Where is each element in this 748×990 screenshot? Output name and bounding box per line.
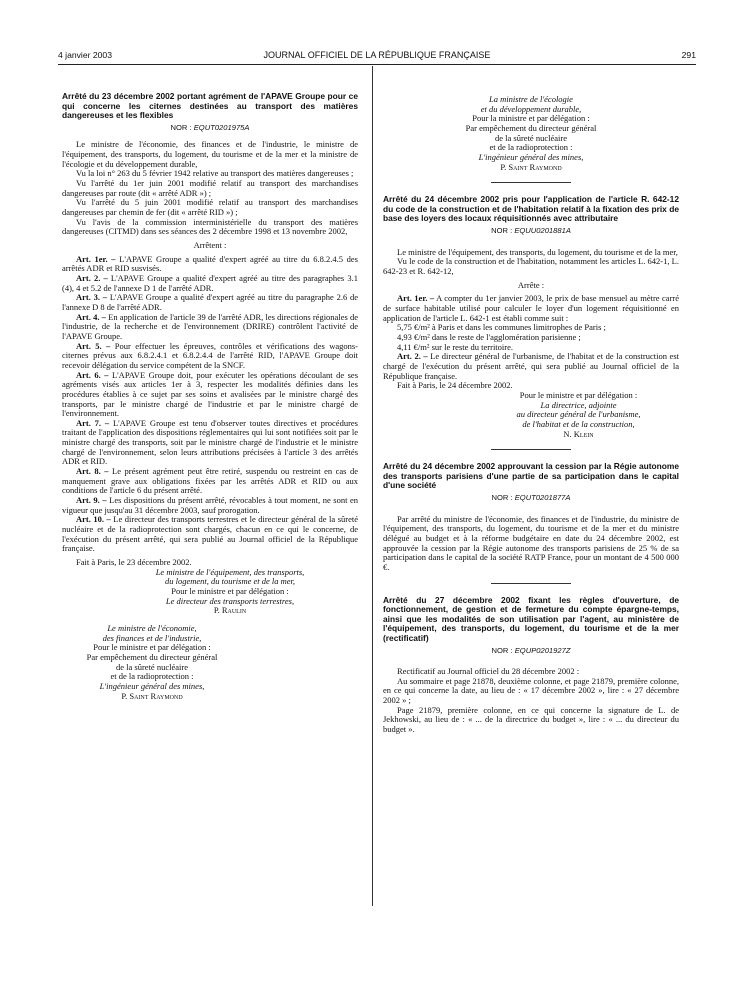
page-header	[58, 50, 696, 64]
nor-code: EQUT0201975A	[193, 122, 250, 132]
signatory-name: P. Raulin	[213, 605, 247, 616]
decree-title-ratp: Arrêté du 24 décembre 2002 approuvant la cession par la Régie autonome des transports parisiens d'une partie de sa participation dans le capital d'une société	[383, 461, 679, 491]
article-2: Art. 2. – L'APAVE Groupe a qualité d'expert agréé au titre des paragraphes 3.1 (4), 4 et 5.2 de l'annexe D 1 de l'arrêté ADR.	[62, 272, 358, 293]
arrete: Arrête :	[517, 279, 545, 290]
signed-at: Fait à Paris, le 24 décembre 2002.	[397, 380, 513, 391]
preamble: Le ministre de l'équipement, des transports, du logement, du tourisme et de la mer,	[397, 246, 678, 257]
visa-4: Vu l'avis de la commission interministérielle du transport des matières dangereuses (CITMD) dans ses séances des 2 décembre 1998 et 13 novembre 2002,	[62, 216, 358, 237]
ratp-text: Par arrêté du ministre de l'économie, des finances et de l'industrie, du ministre de l'équipement, des transports, du logement, du tourisme et de la mer et du ministre délégué au budget et à la réforme budgétaire en date du 24 décembre 2002, est approuvée la cession par la Régie autonome des transports parisiens de 25 % de sa participation dans le capital de la société RATP France, pour un montant de 4 500 000 €.	[383, 513, 679, 572]
article-4: Art. 4. – En application de l'article 39 de l'arrêté ADR, les directions régionales de l'industrie, de la recherche et de l'environnement (DRIRE) contrôlent l'activité de l'APAVE Groupe.	[62, 311, 358, 341]
page-number: 291	[681, 50, 696, 60]
article-3: Art. 3. – L'APAVE Groupe a qualité d'expert agréé au titre du paragraphe 2.6 de l'annexe D 8 de l'arrêté ADR.	[62, 292, 359, 312]
article-7: Art. 7. – L'APAVE Groupe est tenu d'observer toutes directives et procédures traitant de l'application des dispositions réglementaires qui lui sont notifiées soit par le ministre chargé des transports, soit par le ministre chargé de l'industrie et le ministre chargé de l'environnement, selon leurs attributions précisées à l'article 3 des arrêtés ADR et RID.	[62, 417, 358, 467]
nor-reference	[62, 123, 358, 133]
visa-2: Vu l'arrêté du 1er juin 2001 modifié relatif au transport des marchandises dangereuses par route (dit « arrêté ADR ») ;	[62, 178, 358, 198]
article-8: Art. 8. – Le présent agrément peut être retiré, suspendu ou restreint en cas de manquement grave aux obligations fixées par les arrêtés ADR et RID ou aux conditions de l'article 6 du présent arrêté.	[62, 466, 358, 496]
nor-reference: NOR : EQUT0201877A	[491, 492, 571, 502]
signature-block-ecologie: La ministre de l'écologie et du développement durable, Pour la ministre et par délégation : Par empêchement du directeur général de la sûreté nucléaire et de la radioprotection : L'ingénieur général des mines, P. Saint Raymond	[383, 95, 679, 172]
signature-block-equipement: Le ministre de l'équipement, des transports, du logement, du tourisme et de la mer, Pour le ministre et par délégation : Le directeur des transports terrestres, P. Raulin	[102, 568, 358, 616]
article-2: Art. 2. – Le directeur général de l'urbanisme, de l'habitat et de la construction est chargé de l'exécution du présent arrêté, qui sera publié au Journal officiel de la République française.	[383, 351, 679, 381]
article-5: Art. 5. – Pour effectuer les épreuves, contrôles et vérifications des wagons-citernes prévus aux 6.8.2.4.1 et 6.8.2.4.4 de l'arrêté RID, l'APAVE Groupe doit recevoir délégation du service compétent de la SNCF.	[62, 340, 359, 370]
article-6: Art. 6. – L'APAVE Groupe doit, pour exécuter les opérations découlant de ses agréments visés aux articles 1er à 3, respecter les modalités définies dans les procédures établies à ce sujet par ses soins et avalisées par le ministre chargé des transports, par le ministre chargé de l'industrie et par le ministre chargé de l'environnement.	[62, 369, 358, 419]
nor-reference: NOR : EQUP0201927Z	[491, 645, 571, 655]
left-column	[62, 92, 358, 701]
visa: Vu le code de la construction et de l'habitation, notamment les articles L. 642-1, L. 642-23 et R. 642-12,	[383, 256, 679, 276]
signatory-name: P. Saint Raymond	[500, 161, 562, 172]
issue-date: 4 janvier 2003	[58, 50, 112, 60]
article-10: Art. 10. – Le directeur des transports terrestres et le directeur général de la sûreté nucléaire et de la radioprotection sont chargés, chacun en ce qui le concerne, de l'exécution du présent arrêté, qui sera publié au Journal officiel de la République française.	[62, 514, 358, 554]
column-divider	[372, 66, 373, 906]
visa-3: Vu l'arrêté du 5 juin 2001 modifié relatif au transport des marchandises dangereuses par chemin de fer (dit « arrêté RID ») ;	[62, 197, 358, 218]
decree-title-apave: Arrêté du 23 décembre 2002 portant agrément de l'APAVE Groupe pour ce qui concerne les citernes destinées au transport des matières dangereuses et les flexibles	[62, 91, 358, 121]
header-rule	[58, 64, 696, 65]
article-1: Art. 1er. – L'APAVE Groupe a qualité d'expert agréé au titre du 6.8.2.4.5 des arrêtés ADR et RID susvisés.	[62, 253, 358, 274]
rectificatif-sommaire: Au sommaire et page 21878, deuxième colonne, et page 21879, première colonne, en ce qui concerne la date, au lieu de : « 17 décembre 2002 », lire : « 27 décembre 2002 » ;	[383, 675, 679, 706]
decree-title-loyers: Arrêté du 24 décembre 2002 pris pour l'application de l'article R. 642-12 du code de la construction et de l'habitation relatif à la fixation des prix de base des loyers des locaux réquisitionnés avec attributaire	[383, 194, 679, 224]
rectificatif-signature: Page 21879, première colonne, en ce qui concerne la signature de L. de Jekhowski, au lieu de : « ... de la directrice du budget », lire : « ... du directeur du budget ».	[383, 704, 679, 735]
arretent: Arrêtent :	[193, 240, 227, 250]
article-1: Art. 1er. – A compter du 1er janvier 2003, le prix de base mensuel au mètre carré de surface habitable utilisé pour calculer le loyer d'un logement réquisitionné en application de l'article L. 642-1 est établi comme suit :	[383, 293, 679, 323]
rectificatif-intro: Rectificatif au Journal officiel du 28 décembre 2002 :	[397, 666, 580, 677]
section-separator	[491, 449, 571, 450]
section-separator	[491, 583, 571, 584]
signatory-name: P. Saint Raymond	[121, 690, 183, 701]
nor-label: NOR :	[170, 122, 194, 132]
article-9: Art. 9. – Les dispositions du présent arrêté, révocables à tout moment, ne sont en vigueur que jusqu'au 31 décembre 2003, sauf prorogation.	[62, 495, 358, 515]
section-separator	[491, 182, 571, 183]
nor-reference: NOR : EQUU0201881A	[491, 226, 571, 236]
signed-at: Fait à Paris, le 23 décembre 2002.	[76, 557, 192, 567]
signatory-name: N. Klein	[563, 428, 594, 439]
price-agglomeration: 4,93 €/m² dans le reste de l'agglomération parisienne ;	[397, 331, 581, 342]
visa-1: Vu la loi n° 263 du 5 février 1942 relative au transport des matières dangereuses ;	[76, 168, 354, 179]
price-territoire: 4,11 €/m² sur le reste du territoire.	[397, 341, 514, 352]
price-paris: 5,75 €/m² à Paris et dans les communes limitrophes de Paris ;	[397, 322, 606, 333]
journal-title: JOURNAL OFFICIEL DE LA RÉPUBLIQUE FRANÇAISE	[263, 50, 491, 60]
signature-block-urbanisme: Pour le ministre et par délégation : La directrice, adjointe au directeur général de l'urbanisme, de l'habitat et de la construction, N. Klein	[478, 391, 679, 439]
decree-title-epargne-temps: Arrêté du 27 décembre 2002 fixant les règles d'ouverture, de fonctionnement, de gestion et de fermeture du compte épargne-temps, ainsi que les modalités de son utilisation par l'agent, au ministère de l'équipement, des transports, du logement, du tourisme et de la mer (rectificatif)	[383, 594, 679, 643]
right-column	[383, 95, 679, 735]
articles-list	[62, 255, 358, 554]
preamble: Le ministre de l'économie, des finances et de l'industrie, le ministre de l'équipement, des transports, du logement, du tourisme et de la mer et la ministre de l'écologie et du développement durable,	[62, 139, 358, 169]
signature-block-economie: Le ministre de l'économie, des finances et de l'industrie, Pour le ministre et par délégation : Par empêchement du directeur général de la sûreté nucléaire et de la radioprotection : L'ingénieur général des mines, P. Saint Raymond	[62, 624, 242, 701]
